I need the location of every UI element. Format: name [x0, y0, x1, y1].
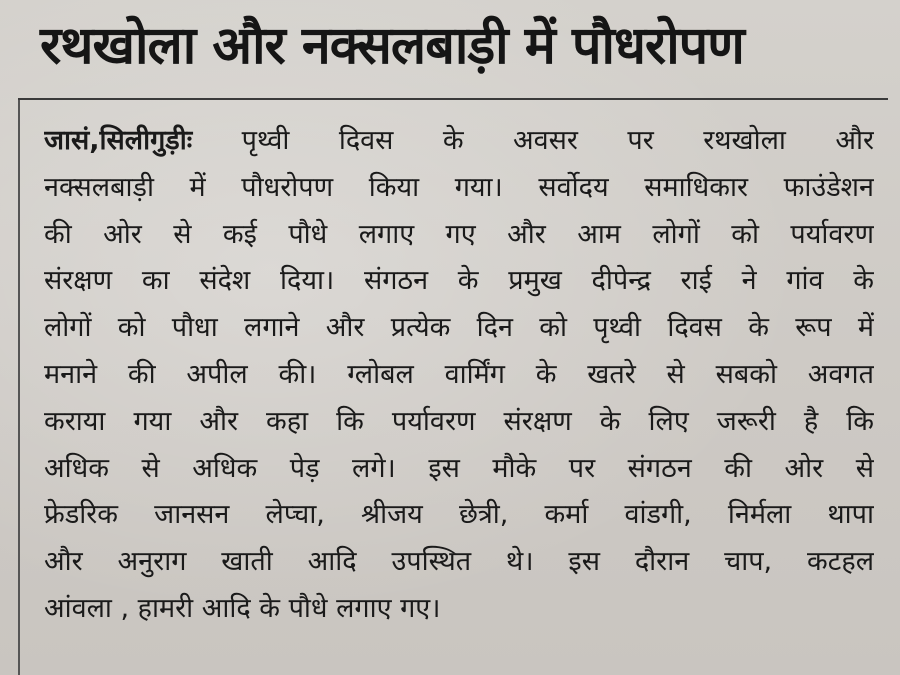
- article-line: लोगों को पौधा लगाने और प्रत्येक दिन को पृथ्वी दिवस के रूप में: [44, 312, 874, 344]
- article-line: अधिक से अधिक पेड़ लगे। इस मौके पर संगठन की ओर से: [44, 452, 874, 484]
- article-line: फ्रेडरिक जानसन लेप्चा, श्रीजय छेत्री, कर्मा वांडगी, निर्मला थापा: [44, 499, 874, 531]
- article-line: मनाने की अपील की। ग्लोबल वार्मिंग के खतरे से सबको अवगत: [44, 358, 874, 390]
- headline-rule: [18, 98, 888, 100]
- article-line: आंवला , हामरी आदि के पौधे लगाए गए।: [44, 592, 441, 624]
- article-line: [44, 118, 874, 165]
- article-line: और अनुराग खाती आदि उपस्थित थे। इस दौरान चाप, कटहल: [44, 546, 874, 578]
- article-dateline: जासं,सिलीगुड़ीः: [44, 125, 193, 156]
- article-body: [44, 118, 874, 633]
- article-headline: रथखोला और नक्सलबाड़ी में पौधरोपण: [40, 16, 744, 76]
- article-line-text: पृथ्वी दिवस के अवसर पर रथखोला और: [241, 125, 874, 156]
- article-line: की ओर से कई पौधे लगाए गए और आम लोगों को पर्यावरण: [44, 218, 874, 250]
- article-line: नक्सलबाड़ी में पौधरोपण किया गया। सर्वोदय समाधिकार फाउंडेशन: [44, 171, 874, 203]
- column-rule: [18, 98, 20, 675]
- article-line: संरक्षण का संदेश दिया। संगठन के प्रमुख दीपेन्द्र राई ने गांव के: [44, 265, 874, 297]
- article-line: कराया गया और कहा कि पर्यावरण संरक्षण के लिए जरूरी है कि: [44, 405, 874, 437]
